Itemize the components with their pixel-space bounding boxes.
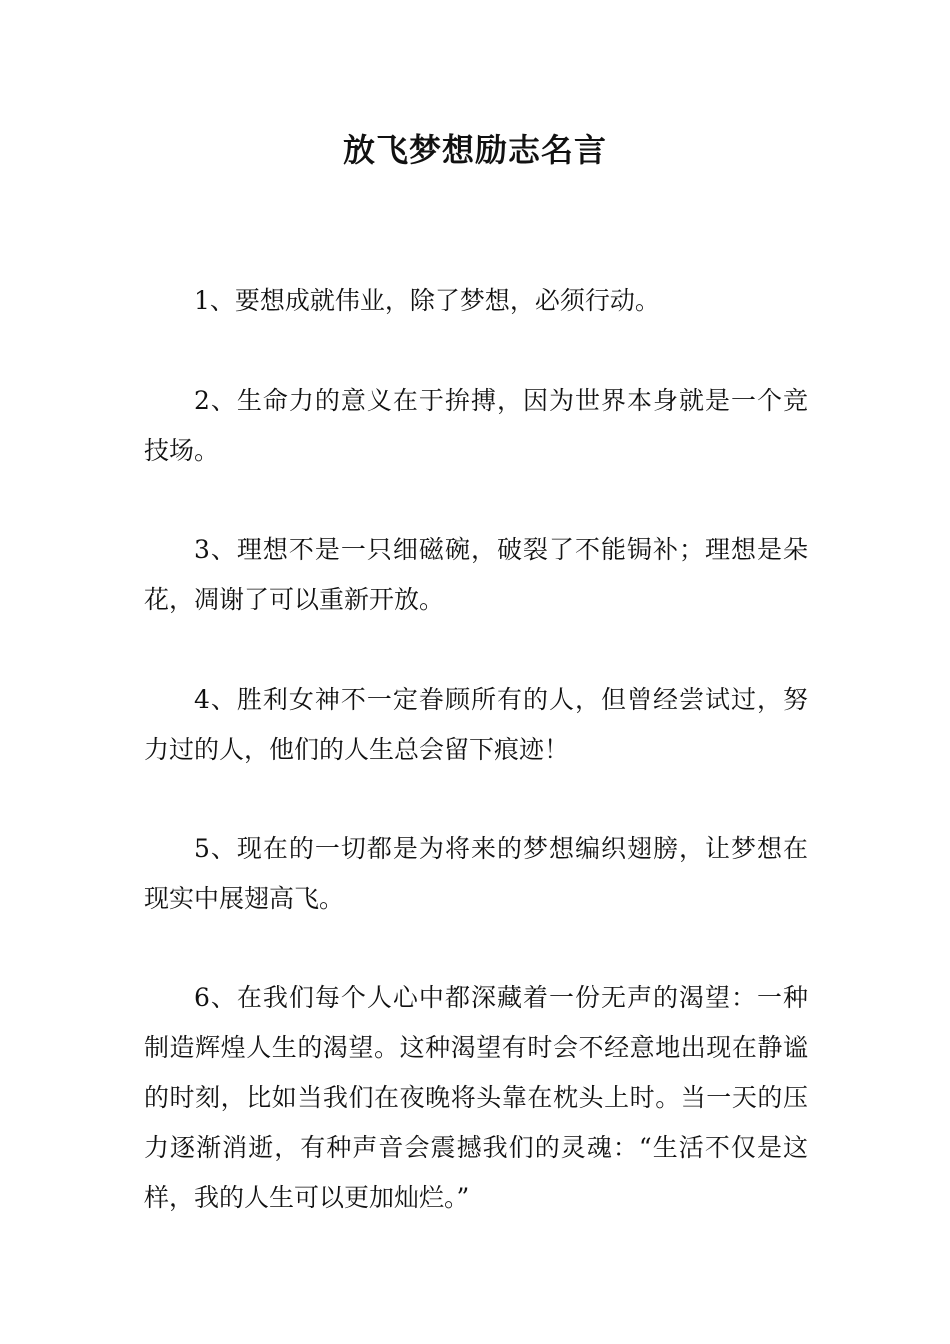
quote-item-4: 4、胜利女神不一定眷顾所有的人，但曾经尝试过，努力过的人，他们的人生总会留下痕迹！ [144, 685, 808, 764]
quote-item-2: 2、生命力的意义在于拚搏，因为世界本身就是一个竞技场。 [144, 386, 808, 465]
quote-item-5: 5、现在的一切都是为将来的梦想编织翅膀，让梦想在现实中展翅高飞。 [144, 834, 808, 913]
quote-item-1: 1、要想成就伟业，除了梦想，必须行动。 [194, 286, 660, 315]
quote-item-3: 3、理想不是一只细磁碗，破裂了不能锔补；理想是朵花，凋谢了可以重新开放。 [144, 535, 808, 614]
page-title: 放飞梦想励志名言 [342, 131, 607, 169]
quote-item-6: 6、在我们每个人心中都深藏着一份无声的渴望：一种制造辉煌人生的渴望。这种渴望有时会不经意地出现在静谧的时刻，比如当我们在夜晚将头靠在枕头上时。当一天的压力逐渐消逝，有种声音会震撼我们的灵魂：“生活不仅是这样，我的人生可以更加灿烂。” [144, 983, 808, 1212]
